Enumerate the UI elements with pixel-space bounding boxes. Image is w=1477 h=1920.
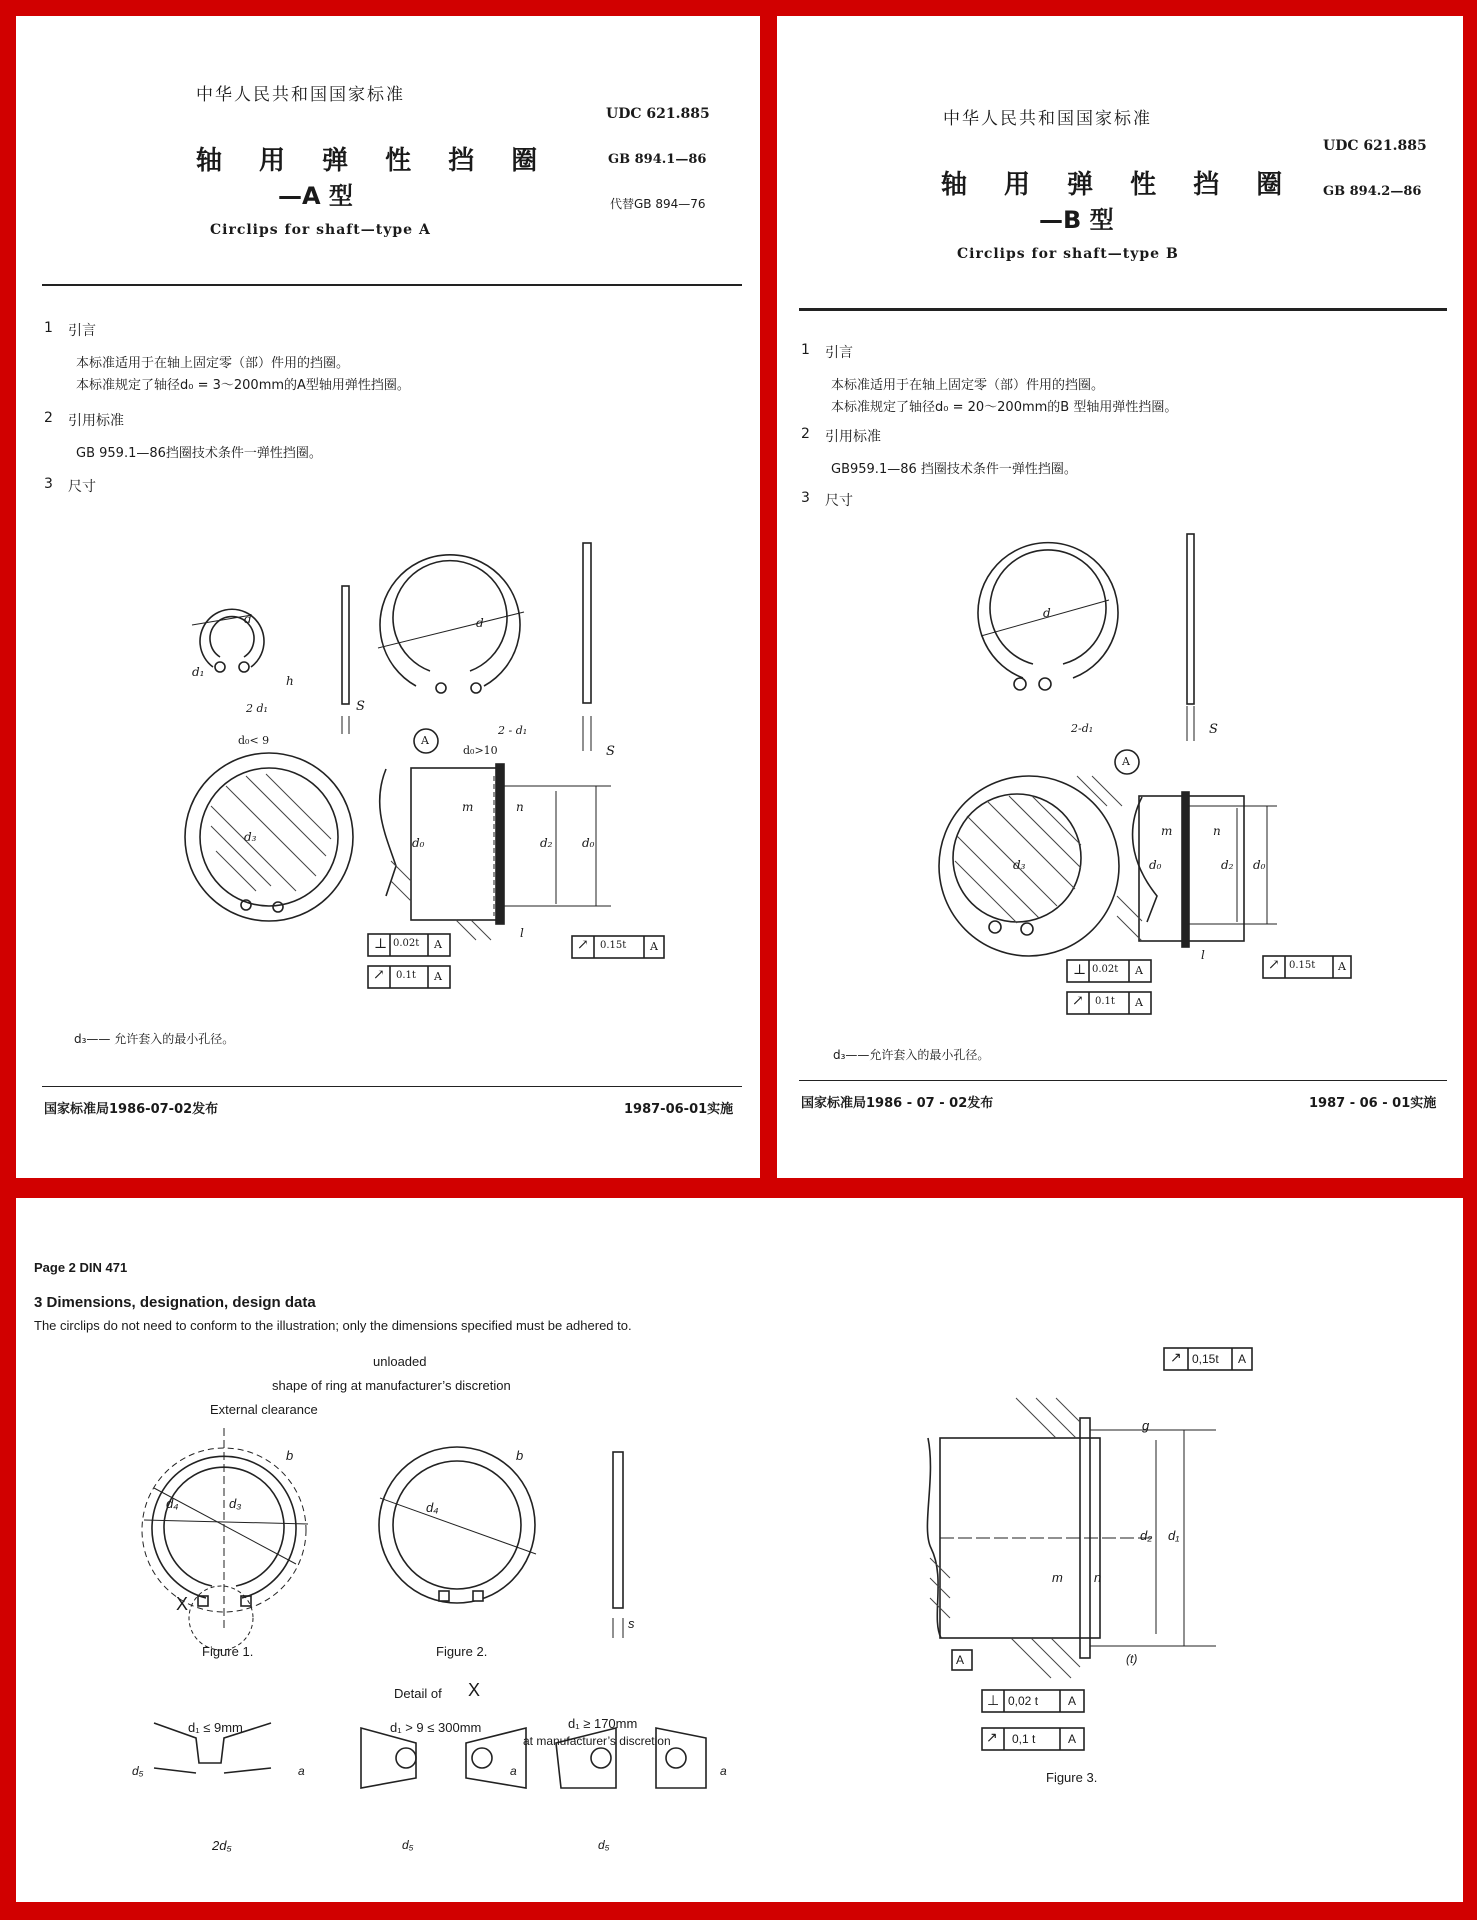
detail-x-mark: X [176, 1594, 189, 1614]
standard-header: 中华人民共和国国家标准 [196, 85, 405, 105]
figure-3-caption: Figure 3. [1046, 1770, 1098, 1785]
udc-code: UDC 621.885 [1323, 138, 1427, 154]
page-title: 轴 用 弹 性 挡 圈 [196, 146, 552, 176]
footer-rule [799, 1080, 1447, 1081]
label-m: m [462, 800, 474, 814]
issue-date: 国家标准局1986 - 07 - 02发布 [801, 1096, 994, 1111]
runout-icon-2: ↗ [1268, 957, 1280, 973]
detail-of-label: Detail of [394, 1686, 442, 1701]
standard-header: 中华人民共和国国家标准 [943, 109, 1152, 129]
label-d1: d₁ [192, 665, 205, 679]
standard-page-type-a [16, 16, 760, 1178]
shape-note: shape of ring at manufacturer’s discretion [272, 1378, 511, 1393]
tolerance-runout-ref: A [434, 970, 442, 983]
label-2d5: 2d₅ [212, 1838, 232, 1853]
effective-date: 1987-06-01实施 [624, 1102, 734, 1117]
section-3-number: 3 [801, 490, 810, 506]
external-clearance-label: External clearance [210, 1402, 318, 1417]
label-s-large: S [606, 744, 615, 759]
label-a-1: a [298, 1764, 305, 1778]
label-a-3: a [720, 1764, 727, 1778]
section-2-title: 引用标准 [68, 413, 124, 429]
figure-1-caption: Figure 1. [202, 1644, 254, 1659]
page-title: 轴 用 弹 性 挡 圈 [941, 170, 1297, 200]
gb-number: GB 894.2—86 [1323, 184, 1422, 199]
label-d5-left: d₅ [132, 1764, 144, 1778]
condition-large: d₁ ≥ 170mm [568, 1716, 638, 1731]
page-label: Page 2 DIN 471 [34, 1260, 128, 1275]
label-d2: d₂ [1221, 858, 1234, 872]
circlip-type-a-drawing [16, 16, 760, 1178]
label-d0: d₀ [412, 836, 425, 850]
label-d2: d₂ [540, 836, 553, 850]
label-s: S [1209, 722, 1218, 737]
page-subtitle: —A 型 [278, 182, 353, 210]
label-n: n [516, 800, 524, 814]
label-l: l [1201, 948, 1205, 962]
runout-icon: ↗ [373, 967, 385, 983]
section-1-number: 1 [44, 320, 53, 336]
label-d0: d₀ [1149, 858, 1162, 872]
runout-icon: ↗ [1072, 993, 1084, 1009]
tolerance-runout2-ref: A [1338, 960, 1346, 973]
condition-large: d₀>10 [463, 744, 498, 757]
tolerance-runout2-ref: A [650, 940, 658, 953]
intro-text: The circlips do not need to conform to the illustration; only the dimensions specified must be adhered to. [34, 1318, 632, 1333]
label-d3: d₃ [1013, 858, 1026, 872]
label-d: d [1043, 606, 1051, 620]
label-n: n [1094, 1570, 1102, 1585]
label-d-large: d [476, 616, 484, 630]
perpendicularity-icon: ⊥ [374, 936, 388, 952]
tolerance-perp-ref: A [1135, 964, 1143, 977]
label-d5-mid: d₅ [402, 1838, 414, 1852]
tolerance-perp-value: 0.02t [1092, 964, 1119, 975]
footnote-d3: d₃——允许套入的最小孔径。 [833, 1048, 990, 1062]
label-s-small: S [356, 699, 365, 714]
perpendicularity-icon: ⊥ [1073, 962, 1087, 978]
section-1-number: 1 [801, 342, 810, 358]
label-g: g [1142, 1418, 1150, 1433]
condition-mid: d₁ > 9 ≤ 300mm [390, 1720, 482, 1735]
label-d0-right: d₀ [582, 836, 595, 850]
section-3-title: 尺寸 [68, 479, 96, 495]
tolerance-runout-value: 0.1t [396, 970, 416, 981]
label-b-fig1: b [286, 1448, 294, 1463]
tolerance-perp-ref: A [1068, 1694, 1077, 1708]
label-d5-right: d₅ [598, 1838, 610, 1852]
udc-code: UDC 621.885 [606, 106, 710, 122]
section-2-number: 2 [801, 426, 810, 442]
label-d1: d₁ [1168, 1528, 1180, 1543]
label-d4: d₄ [166, 1496, 179, 1511]
tolerance-perp-value: 0,02 t [1008, 1694, 1039, 1708]
footnote-d3: d₃—— 允许套入的最小孔径。 [74, 1032, 235, 1046]
tolerance-runout-value: 0,15t [1192, 1352, 1219, 1366]
label-2d1: 2 d₁ [246, 702, 268, 715]
runout-icon-2: ↗ [577, 937, 589, 953]
section-1-text-2: 本标准规定了轴径d₀ = 3～200mm的A型轴用弹性挡圈。 [76, 378, 410, 393]
label-t: (t) [1126, 1652, 1138, 1666]
section-1-title: 引言 [68, 323, 96, 339]
label-d-small: d [244, 612, 252, 626]
tolerance-perp-ref: A [434, 938, 442, 951]
section-1-text-2: 本标准规定了轴径d₀ = 20～200mm的B 型轴用弹性挡圈。 [831, 400, 1178, 415]
label-a-2: a [510, 1764, 517, 1778]
tolerance-runout2-value: 0,1 t [1012, 1732, 1036, 1746]
label-d2: d₂ [1140, 1528, 1153, 1543]
label-d4-fig2: d₄ [426, 1500, 439, 1515]
label-b-fig2: b [516, 1448, 524, 1463]
datum-a-marker: A [1122, 755, 1130, 768]
section-1-text-1: 本标准适用于在轴上固定零（部）件用的挡圈。 [831, 378, 1105, 393]
label-s: s [628, 1616, 635, 1631]
section-2-text: GB959.1—86 挡圈技术条件一弹性挡圈。 [831, 462, 1077, 477]
gb-number: GB 894.1—86 [608, 152, 707, 167]
din-471-page [16, 1198, 1463, 1902]
label-l: l [520, 926, 524, 940]
footer-rule [42, 1086, 742, 1087]
replaces-note: 代替GB 894—76 [610, 197, 706, 211]
tolerance-runout2-value: 0.15t [1289, 960, 1316, 971]
datum-a-marker: A [421, 734, 429, 747]
label-d3: d₃ [244, 830, 257, 844]
section-3-number: 3 [44, 476, 53, 492]
effective-date: 1987 - 06 - 01实施 [1309, 1096, 1437, 1111]
perpendicularity-icon: ⊥ [987, 1692, 1000, 1708]
section-2-text: GB 959.1—86挡圈技术条件一弹性挡圈。 [76, 446, 322, 461]
label-n: n [1213, 824, 1221, 838]
condition-large-note: at manufacturer’s discretion [523, 1734, 671, 1748]
condition-small: d₁ ≤ 9mm [188, 1720, 243, 1735]
figure-2-caption: Figure 2. [436, 1644, 488, 1659]
section-1-text-1: 本标准适用于在轴上固定零（部）件用的挡圈。 [76, 356, 350, 371]
tolerance-runout-value: 0.1t [1095, 996, 1115, 1007]
tolerance-runout2-value: 0.15t [600, 940, 627, 951]
condition-small: d₀< 9 [238, 734, 270, 747]
unloaded-label: unloaded [373, 1354, 427, 1369]
section-2-title: 引用标准 [825, 429, 881, 445]
section-3-title: 尺寸 [825, 493, 853, 509]
datum-a-box: A [956, 1653, 965, 1667]
tolerance-runout-ref: A [1135, 996, 1143, 1009]
standard-page-type-b [777, 16, 1463, 1178]
issue-date: 国家标准局1986-07-02发布 [44, 1102, 219, 1117]
runout-icon-2: ↗ [986, 1729, 998, 1745]
din-471-drawing [16, 1198, 1463, 1902]
label-m: m [1161, 824, 1173, 838]
detail-of-mark: X [468, 1680, 481, 1700]
label-2-d1: 2 - d₁ [498, 724, 528, 737]
section-2-number: 2 [44, 410, 53, 426]
page-subtitle: —B 型 [1039, 206, 1114, 234]
label-2-d1: 2-d₁ [1071, 722, 1094, 735]
section-1-title: 引言 [825, 345, 853, 361]
english-title: Circlips for shaft—type B [957, 246, 1179, 262]
label-d3: d₃ [229, 1496, 242, 1511]
label-d0-right: d₀ [1253, 858, 1266, 872]
tolerance-runout-ref: A [1238, 1352, 1247, 1366]
runout-icon: ↗ [1170, 1349, 1182, 1365]
english-title: Circlips for shaft—type A [210, 222, 431, 238]
tolerance-perp-value: 0.02t [393, 938, 420, 949]
label-m: m [1052, 1570, 1063, 1585]
tolerance-runout2-ref: A [1068, 1732, 1077, 1746]
section-title: 3 Dimensions, designation, design data [34, 1294, 316, 1311]
label-h: h [286, 674, 294, 688]
circlip-type-b-drawing [777, 16, 1463, 1178]
